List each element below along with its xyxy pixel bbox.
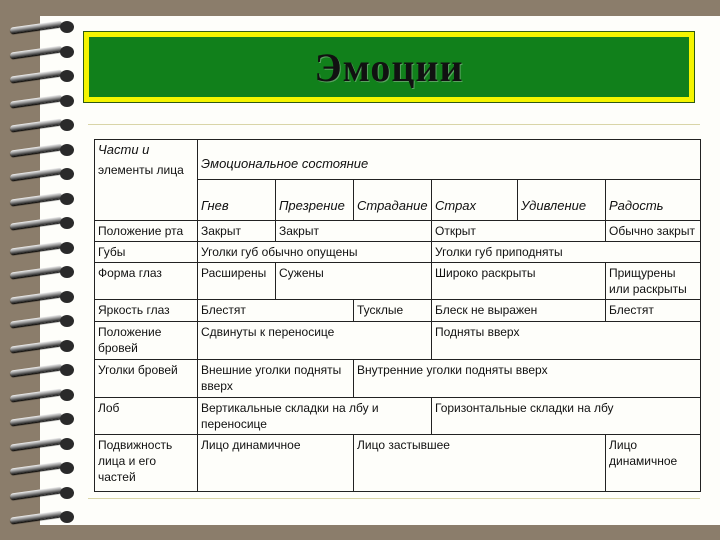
row-label: Лоб (95, 398, 198, 435)
table-cell: Горизонтальные складки на лбу (432, 398, 701, 435)
spiral-ring (10, 486, 76, 500)
table-cell: Закрыт (276, 220, 432, 241)
table-cell: Закрыт (198, 220, 276, 241)
table-cell: Вертикальные складки на лбу и переносице (198, 398, 432, 435)
spiral-ring (10, 45, 76, 59)
table-row (95, 359, 701, 397)
header-parts-line2: элементы лица (98, 163, 184, 177)
spiral-ring (10, 20, 76, 34)
header-emotion-surprise: Удивление (518, 180, 606, 220)
table-cell: Блестят (606, 300, 701, 321)
table-header-row (95, 140, 701, 180)
spiral-ring (10, 118, 76, 132)
table-row (95, 398, 701, 435)
spiral-ring (10, 339, 76, 353)
table-row (95, 321, 701, 359)
header-group (198, 140, 701, 180)
table-cell: Сужены (276, 263, 432, 300)
table-row (95, 241, 701, 262)
table-cell: Блеск не выражен (432, 300, 606, 321)
header-emotion-fear: Страх (432, 180, 518, 220)
spiral-ring (10, 167, 76, 181)
spiral-ring (10, 412, 76, 426)
table-row (95, 263, 701, 300)
spiral-ring (10, 510, 76, 524)
top-rule (88, 124, 700, 125)
row-label: Яркость глаз (95, 300, 198, 321)
header-emotion-joy: Радость (606, 180, 701, 220)
table-cell: Сдвинуты к переносице (198, 321, 432, 359)
table-cell: Широко раскрыты (432, 263, 606, 300)
spiral-ring (10, 388, 76, 402)
table-cell: Подняты вверх (432, 321, 701, 359)
table-cell: Внутренние уголки подняты вверх (354, 359, 701, 397)
table-cell: Уголки губ приподняты (432, 241, 701, 262)
spiral-ring (10, 437, 76, 451)
row-label: Уголки бровей (95, 359, 198, 397)
row-label: Положение бровей (95, 321, 198, 359)
spiral-ring (10, 216, 76, 230)
spiral-ring (10, 265, 76, 279)
table-cell: Лицо застывшее (354, 435, 606, 492)
bottom-rule (88, 498, 700, 499)
table-cell: Уголки губ обычно опущены (198, 241, 432, 262)
spiral-ring (10, 143, 76, 157)
table-row (95, 435, 701, 492)
table-cell: Внешние уголки подняты вверх (198, 359, 354, 397)
spiral-ring (10, 290, 76, 304)
header-parts-cell (95, 140, 198, 221)
title-banner (84, 32, 694, 102)
table-cell: Расширены (198, 263, 276, 300)
spiral-ring (10, 241, 76, 255)
row-label: Положение рта (95, 220, 198, 241)
header-emotion-anger: Гнев (198, 180, 276, 220)
spiral-binding (0, 0, 80, 540)
table-cell: Блестят (198, 300, 354, 321)
header-group-label: Эмоциональное состояние (201, 156, 369, 171)
row-label: Подвижность лица и его частей (95, 435, 198, 492)
table-cell: Тусклые (354, 300, 432, 321)
spiral-ring (10, 314, 76, 328)
row-label: Форма глаз (95, 263, 198, 300)
emotions-table (94, 139, 701, 492)
table-row (95, 300, 701, 321)
table-cell: Лицо динамичное (198, 435, 354, 492)
row-label: Губы (95, 241, 198, 262)
header-emotion-contempt: Презрение (276, 180, 354, 220)
header-parts-line1: Части и (98, 142, 150, 157)
table-cell: Обычно закрыт (606, 220, 701, 241)
spiral-ring (10, 363, 76, 377)
spiral-ring (10, 192, 76, 206)
spiral-ring (10, 69, 76, 83)
spiral-ring (10, 461, 76, 475)
header-emotion-suffering: Страдание (354, 180, 432, 220)
table-cell: Прищурены или раскрыты (606, 263, 701, 300)
table-cell: Открыт (432, 220, 606, 241)
spiral-ring (10, 94, 76, 108)
table-cell: Лицо динамичное (606, 435, 701, 492)
page-title: Эмоции (314, 44, 464, 90)
table-row (95, 220, 701, 241)
